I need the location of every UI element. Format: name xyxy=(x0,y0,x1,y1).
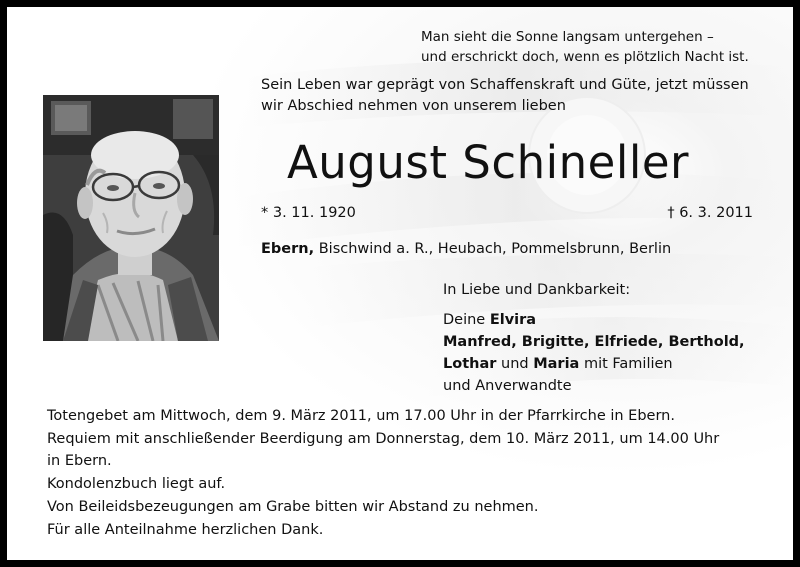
motto-line: Man sieht die Sonne langsam untergehen – xyxy=(421,29,714,45)
intro-line: Sein Leben war geprägt von Schaffenskraft und Güte, jetzt müssen xyxy=(261,77,749,93)
mourners-line xyxy=(443,331,745,353)
note-requiem-cont: in Ebern. xyxy=(47,453,112,469)
intro-line: wir Abschied nehmen von unserem lieben xyxy=(261,98,566,114)
mourners-line: Deine Elvira xyxy=(443,312,537,328)
death-date: † 6. 3. 2011 xyxy=(667,205,753,221)
service-notes xyxy=(47,405,719,542)
mourner-children: Manfred, Brigitte, Elfriede, Berthold, xyxy=(443,334,745,350)
mourners-line: und Anverwandte xyxy=(443,378,572,394)
places-line xyxy=(261,241,671,257)
mourners-heading: In Liebe und Dankbarkeit: xyxy=(443,282,631,298)
mourner-elvira: Elvira xyxy=(489,312,537,328)
motto-line: und erschrickt doch, wenn es plötzlich Nacht ist. xyxy=(421,49,749,65)
note-kondolenz: Kondolenzbuch liegt auf. xyxy=(47,476,226,492)
mourner-lothar: Lothar xyxy=(443,356,497,372)
note-totengebet: Totengebet am Mittwoch, dem 9. März 2011, um 17.00 Uhr in der Pfarrkirche in Ebern. xyxy=(47,408,675,424)
places-rest: Bischwind a. R., Heubach, Pommelsbrunn, Berlin xyxy=(314,241,672,257)
mourners-block xyxy=(443,279,745,397)
note-requiem: Requiem mit anschließender Beerdigung am Donnerstag, dem 10. März 2011, um 14.00 Uhr xyxy=(47,431,720,447)
mourner-maria: Maria xyxy=(533,356,580,372)
note-beileid: Von Beileidsbezeugungen am Grabe bitten wir Abstand zu nehmen. xyxy=(47,499,539,515)
portrait-photo xyxy=(43,95,219,341)
note-dank: Für alle Anteilnahme herzlichen Dank. xyxy=(47,522,324,538)
motto xyxy=(421,27,749,67)
mourners-line: Lothar und Maria mit Familien xyxy=(443,356,673,372)
place-main: Ebern, xyxy=(261,241,315,257)
deceased-name: August Schineller xyxy=(287,136,690,189)
intro-text xyxy=(261,75,749,117)
birth-date: * 3. 11. 1920 xyxy=(261,205,356,221)
